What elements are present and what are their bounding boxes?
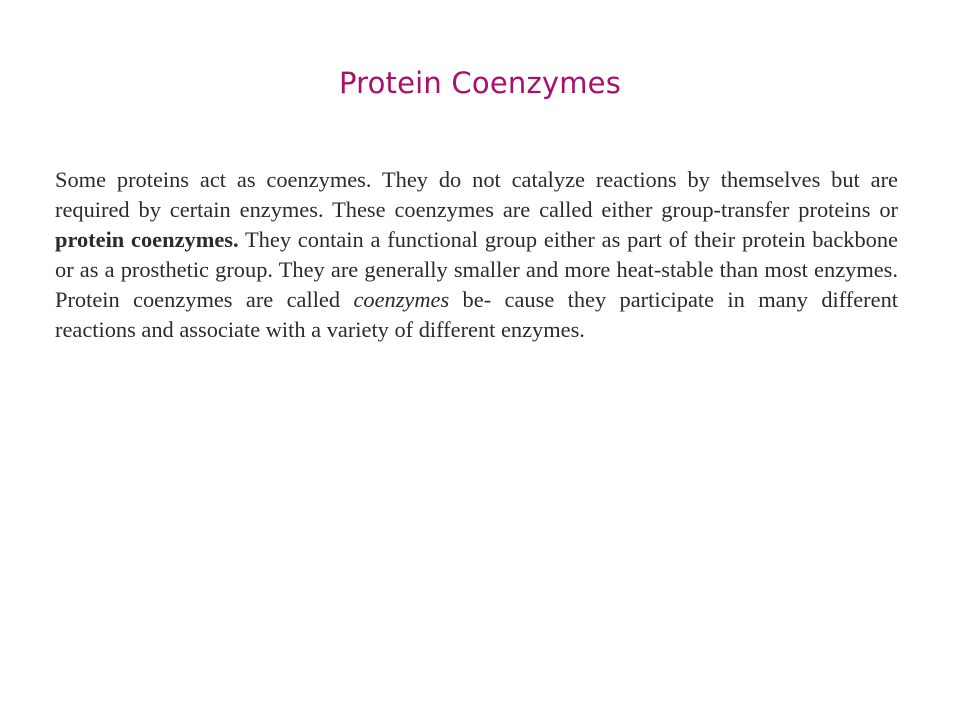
italic-term: coenzymes xyxy=(353,287,450,312)
paragraph-text-1: Some proteins act as coenzymes. They do not catalyze reactions by themselves but are required by certain enzymes. These coenzymes are called either group-transfer proteins or xyxy=(55,167,898,222)
paragraph-text-2: They contain a functional group either as part of their protein backbone or as a prosthetic group. They are generally smaller and more heat-stable than most enzymes. Protein coenzymes are called xyxy=(55,227,898,312)
slide-title: Protein Coenzymes xyxy=(338,66,622,100)
paragraph-hyphen-break: be- xyxy=(449,287,492,312)
bold-term: protein coenzymes. xyxy=(55,227,239,252)
paragraph-text-3: cause they participate in many different reactions and associate with a variety of different enzymes. xyxy=(55,287,898,342)
body-paragraph xyxy=(55,165,898,345)
